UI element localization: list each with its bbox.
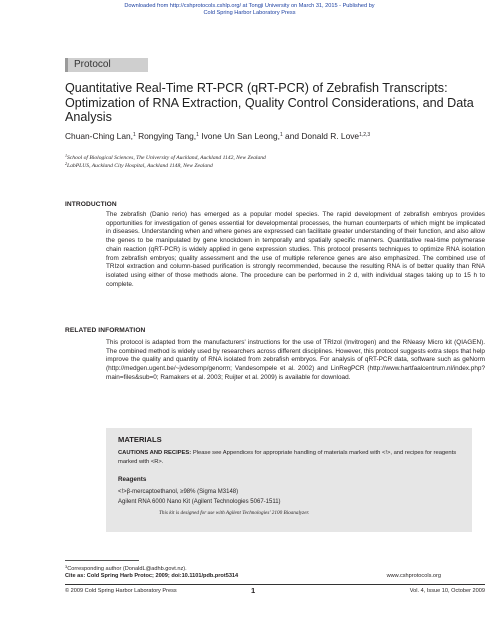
author-1: Chuan-Ching Lan, bbox=[65, 131, 133, 141]
introduction-heading: INTRODUCTION bbox=[65, 201, 117, 208]
author-1-sup: 1 bbox=[132, 132, 136, 138]
affiliation-2 bbox=[65, 160, 485, 170]
author-3-sup: 1 bbox=[279, 132, 283, 138]
article-title: Quantitative Real-Time RT-PCR (qRT-PCR) of Zebrafish Transcripts: Optimization of RNA Extraction, Quality Control Considerations, and Data Analysis bbox=[65, 81, 474, 125]
reagents-heading: Reagents bbox=[118, 476, 147, 483]
author-4: and Donald R. Love bbox=[282, 131, 360, 141]
article-type-label: Protocol bbox=[74, 59, 111, 70]
affiliation-1-text: School of Biological Sciences, The University of Auckland, Auckland 1142, New Zealand bbox=[67, 155, 266, 161]
footnote-sup: 3 bbox=[65, 564, 68, 569]
page-number: 1 bbox=[251, 586, 256, 595]
affiliation-2-text: LabPLUS, Auckland City Hospital, Auckland 1148, New Zealand bbox=[67, 163, 213, 169]
materials-heading: MATERIALS bbox=[118, 435, 162, 444]
author-2-sup: 1 bbox=[196, 132, 199, 138]
materials-box bbox=[106, 428, 472, 532]
citation-line bbox=[65, 572, 238, 580]
author-2: Rongying Tang, bbox=[135, 131, 197, 141]
volume-info: Vol. 4, Issue 10, October 2009 bbox=[409, 588, 485, 594]
article-type-tag bbox=[65, 58, 148, 72]
download-prefix: Downloaded from bbox=[124, 3, 170, 9]
reagent-item: <!>β-mercaptoethanol, ≥98% (Sigma M3148) bbox=[118, 489, 239, 495]
copyright: © 2009 Cold Spring Harbor Laboratory Press bbox=[65, 588, 177, 594]
reagent-item: Agilent RNA 6000 Nano Kit (Agilent Technologies 5067-1511) bbox=[118, 499, 281, 505]
download-publisher: Cold Spring Harbor Laboratory Press bbox=[203, 10, 296, 16]
citation-text: Cold Spring Harb Protoc; 2009; doi:10.1101/pdb.prot5314 bbox=[85, 573, 239, 579]
cautions-recipes-note bbox=[118, 449, 462, 467]
download-link[interactable]: http://cshprotocols.cshlp.org/ bbox=[169, 3, 241, 9]
download-notice bbox=[0, 3, 499, 17]
introduction-text: The zebrafish (Danio rerio) has emerged as a popular model species. The rapid development of zebrafish embryos provides opportunities for investigation of genes essential for developmental processes, the human counterparts of which might be implicated in diseases. Understanding when and where genes are expressed can facilitate greater understanding of their function, and also allow the genes to be manipulated by gene knockdown in temporally and spatially specific manners. Quantitative real-time polymerase chain reaction (qRT-PCR) is widely applied in gene expression studies. This protocol presents techniques to optimize RNA isolation from zebrafish embryos; quality assessment and the use of multiple reference genes are also emphasized. The combined use of TRIzol extraction and column-based purification is strongly recommended, because the resulting RNA is of better quality than RNA isolated using either of those methods alone. The procedure can be performed in 2 d, with individual stages taking up to 15 h to complete. bbox=[106, 211, 485, 288]
affiliation-1-sup: 1 bbox=[65, 153, 67, 158]
footer-rule bbox=[65, 584, 485, 585]
cautions-text: Please see Appendices for appropriate handling of materials marked with <!>, and recipes for reagents marked with <R>. bbox=[118, 450, 457, 465]
related-information-heading: RELATED INFORMATION bbox=[65, 327, 146, 334]
author-3: Ivone Un San Leong, bbox=[198, 131, 280, 141]
cautions-label: CAUTIONS AND RECIPES: bbox=[118, 450, 192, 456]
footnote-rule bbox=[65, 560, 139, 561]
reagent-note: This kit is designed for use with Agilent Technologies' 2100 Bioanalyzer. bbox=[159, 510, 310, 516]
author-list bbox=[65, 130, 485, 141]
download-suffix: at Tongji University on March 31, 2015 - Published by bbox=[241, 3, 375, 9]
journal-url[interactable]: www.cshprotocols.org bbox=[386, 573, 441, 579]
related-information-text: This protocol is adapted from the manufacturers' instructions for the use of TRIzol (Invitrogen) and the RNeasy Micro kit (QIAGEN). The combined method is widely used by researchers across different disciplines. However, this protocol suggests extra steps that help improve the quality and quantity of RNA isolated from zebrafish embryos. For analysis of qRT-PCR data, software such as geNorm (http://medgen.ugent.be/~jvdesomp/genorm; Vandesompele et al. 2002) and LinRegPCR (http://www.hartfaalcentrum.nl/index.php?main=files&sub=0; Ramakers et al. 2003; Ruijter et al. 2009) is available for download. bbox=[106, 339, 485, 381]
citation-label: Cite as: bbox=[65, 573, 86, 579]
affiliation-2-sup: 2 bbox=[65, 161, 67, 166]
footnote-text: Corresponding author (DonaldL@adhb.govt.nz). bbox=[67, 566, 187, 572]
author-4-sup: 1,2,3 bbox=[359, 132, 371, 138]
